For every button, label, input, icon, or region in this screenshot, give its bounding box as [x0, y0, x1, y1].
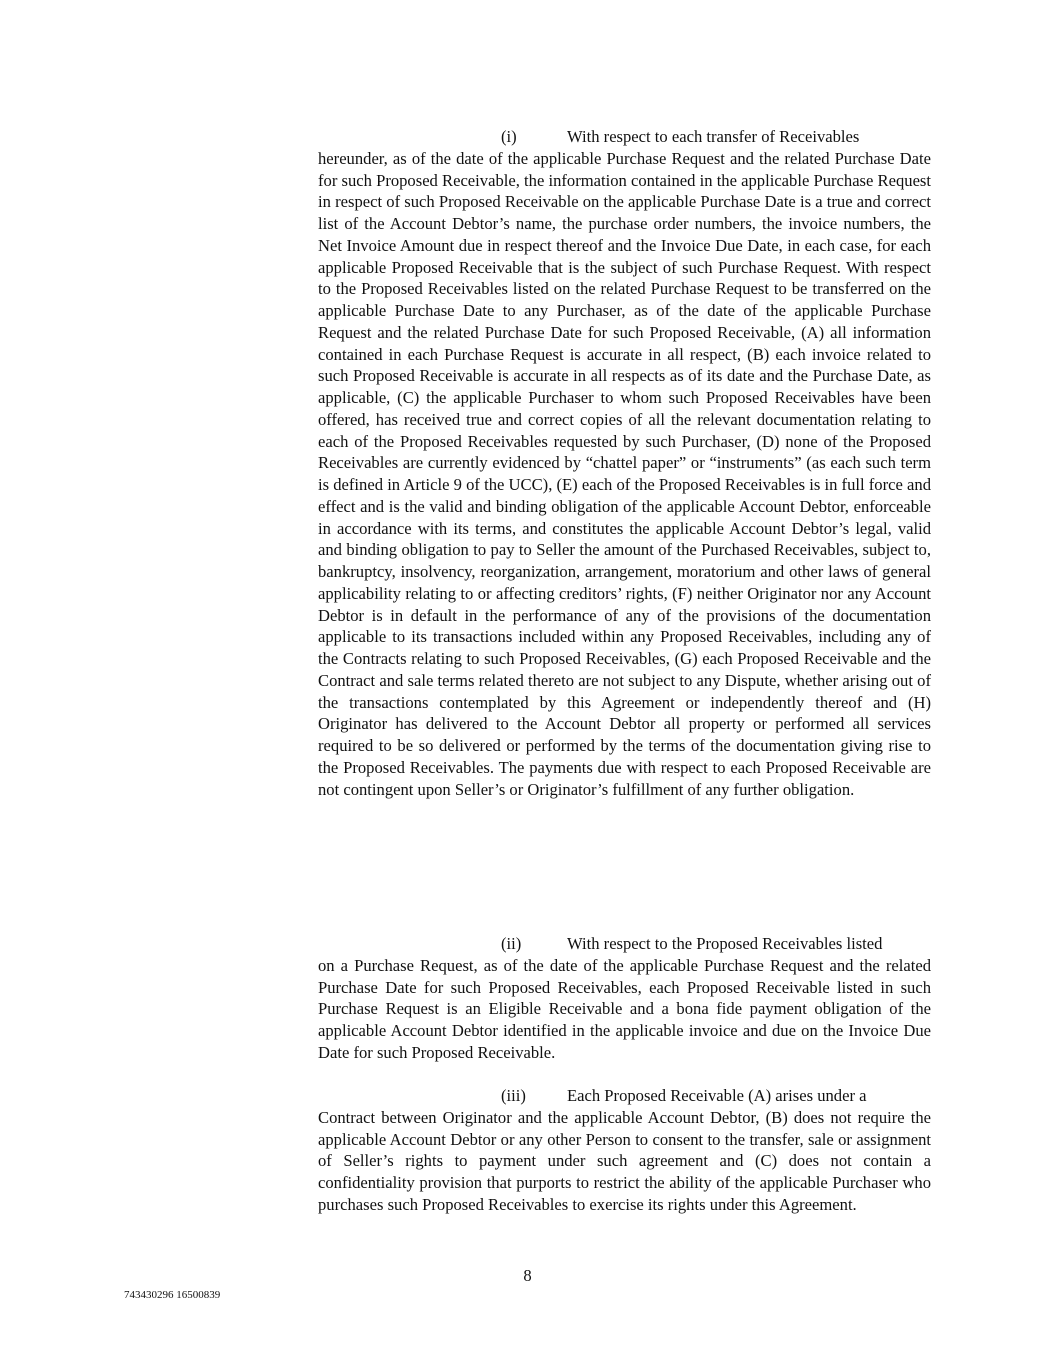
paragraph-iii-lead: Each Proposed Receivable (A) arises under a — [567, 1086, 867, 1105]
paragraph-iii-lead-line — [318, 1085, 931, 1107]
paragraph-ii-lead-line — [318, 933, 931, 955]
paragraph-ii-body: on a Purchase Request, as of the date of the applicable Purchase Request and the related Purchase Date for such Proposed Receivables, each Proposed Receivable listed in such Purchase Request is an Eligible Receivable and a bona fide payment obligation of the applicable Account Debtor identified in the applicable invoice and due on the Invoice Due Date for such Proposed Receivable. — [318, 955, 931, 1062]
paragraph-i-number: (i) — [501, 127, 517, 146]
document-id: 743430296 16500839 — [124, 1289, 221, 1301]
paragraph-iii-number: (iii) — [501, 1086, 526, 1105]
paragraph-ii — [318, 933, 931, 1064]
paragraph-iii-body: Contract between Originator and the applicable Account Debtor, (B) does not require the applicable Account Debtor or any other Person to consent to the transfer, sale or assignment of Seller’s rights to payment under such agreement and (C) does not contain a confidentiality provision that purports to restrict the ability of the applicable Purchaser who purchases such Proposed Receivables to exercise its rights under this Agreement. — [318, 1107, 931, 1214]
paragraph-ii-number: (ii) — [501, 934, 522, 953]
page-number: 8 — [523, 1266, 532, 1285]
paragraph-i-lead-line — [318, 126, 931, 148]
paragraph-iii — [318, 1085, 931, 1216]
paragraph-ii-lead: With respect to the Proposed Receivables listed — [567, 934, 883, 953]
paragraph-i-body: hereunder, as of the date of the applicable Purchase Request and the related Purchase Date for such Proposed Receivable, the information contained in the applicable Purchase Request in respect of such Proposed Receivable on the applicable Purchase Date is a true and correct list of the Account Debtor’s name, the purchase order numbers, the invoice numbers, the Net Invoice Amount due in respect thereof and the Invoice Due Date, in each case, for each applicable Proposed Receivable that is the subject of such Purchase Request. With respect to the Proposed Receivables listed on the related Purchase Request to be transferred on the applicable Purchase Date to any Purchaser, as of the date of the applicable Purchase Request and the related Purchase Date for such Proposed Receivable, (A) all information contained in each Purchase Request is accurate in all respect, (B) each invoice related to such Proposed Receivable is accurate in all respects as of its date and the Purchase Date, as applicable, (C) the applicable Purchaser to whom such Proposed Receivables have been offered, has received true and correct copies of all the relevant documentation relating to each of the Proposed Receivables requested by such Purchaser, (D) none of the Proposed Receivables are currently evidenced by “chattel paper” or “instruments” (as each such term is defined in Article 9 of the UCC), (E) each of the Proposed Receivables is in full force and effect and is the valid and binding obligation of the applicable Account Debtor, enforceable in accordance with its terms, and constitutes the applicable Account Debtor’s legal, valid and binding obligation to pay to Seller the amount of the Purchased Receivables, subject to, bankruptcy, insolvency, reorganization, arrangement, moratorium and other laws of general applicability relating to or affecting creditors’ rights, (F) neither Originator nor any Account Debtor is in default in the performance of any of the provisions of the documentation applicable to its transactions included within any Proposed Receivables, including any of the Contracts relating to such Proposed Receivables, (G) each Proposed Receivable and the Contract and sale terms related thereto are not subject to any Dispute, whether arising out of the transactions contemplated by this Agreement or independently thereof and (H) Originator has delivered to the Account Debtor all property or performed all services required to be so delivered or performed by the terms of the documentation giving rise to the Proposed Receivables. The payments due with respect to each Proposed Receivable are not contingent upon Seller’s or Originator’s fulfillment of any further obligation. — [318, 148, 931, 799]
paragraph-i — [318, 126, 931, 800]
paragraph-i-lead: With respect to each transfer of Receivables — [567, 127, 860, 146]
